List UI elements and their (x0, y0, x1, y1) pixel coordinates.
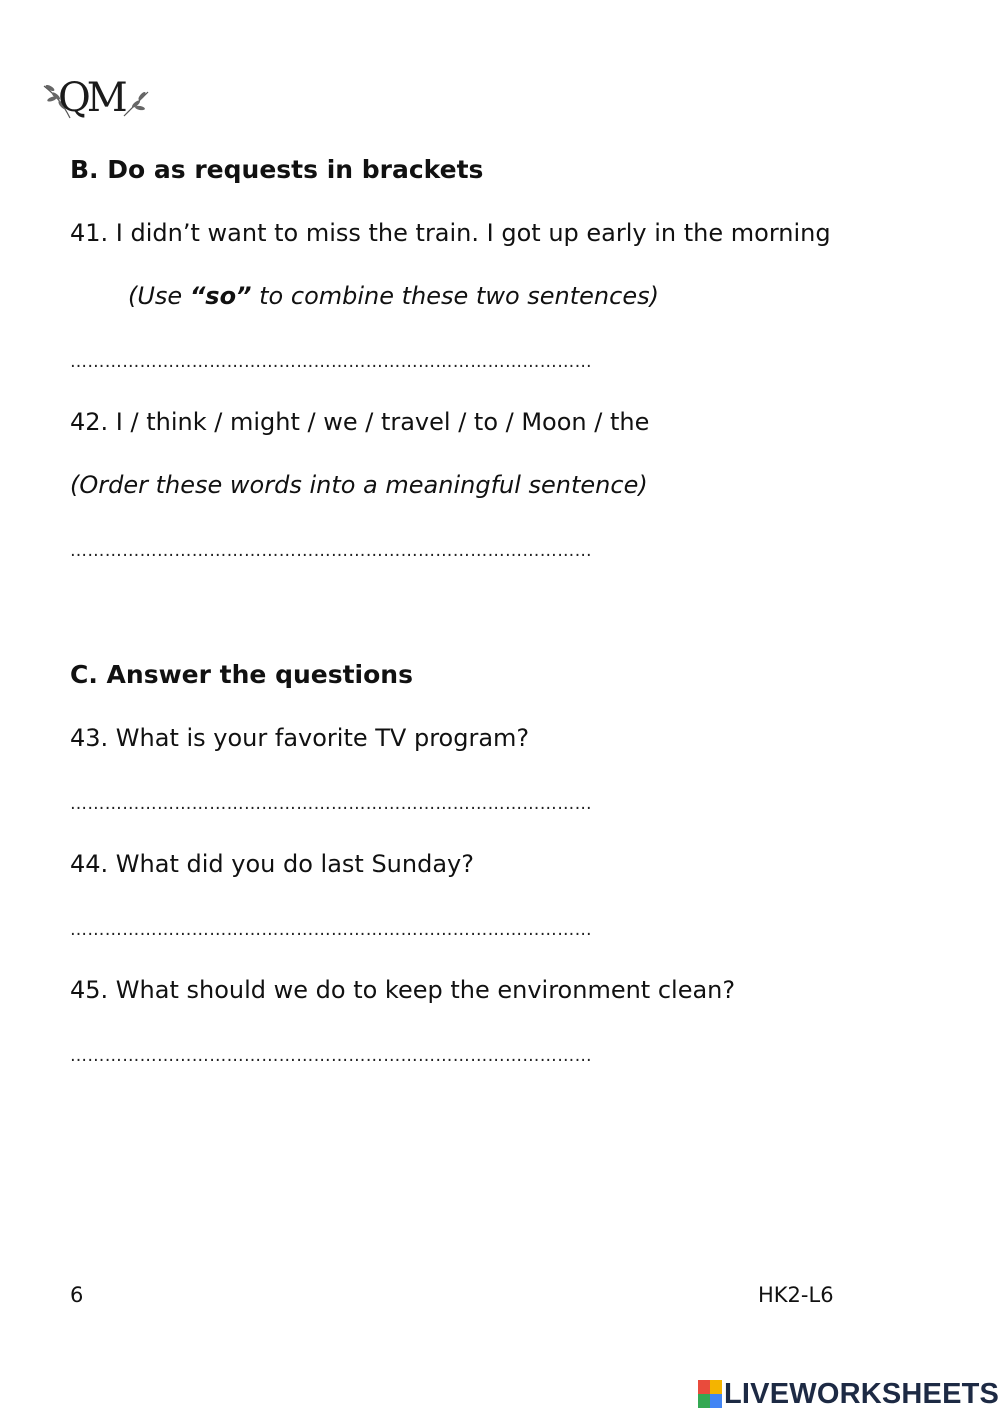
document-code: HK2-L6 (758, 1283, 834, 1307)
question-42: 42. I / think / might / we / travel / to / Moon / the (70, 408, 650, 436)
liveworksheets-watermark (698, 1379, 999, 1409)
instruction-text: to combine these two sentences) (251, 282, 659, 310)
question-41-instruction (128, 281, 659, 311)
instruction-text: (Use (128, 282, 190, 310)
answer-line-43[interactable]: ……………………………………………………………………………… (70, 794, 592, 814)
question-41: 41. I didn’t want to miss the train. I got up early in the morning (70, 219, 831, 247)
page-number: 6 (70, 1283, 84, 1307)
qm-logo (40, 72, 152, 132)
section-c-heading: C. Answer the questions (70, 660, 413, 689)
section-b-heading: B. Do as requests in brackets (70, 155, 484, 184)
logo-square (710, 1380, 722, 1394)
liveworksheets-logo-icon (698, 1380, 722, 1408)
logo-square (710, 1394, 722, 1408)
logo-square (698, 1380, 710, 1394)
question-44: 44. What did you do last Sunday? (70, 850, 474, 878)
liveworksheets-text: LIVEWORKSHEETS (724, 1378, 1000, 1410)
answer-line-41[interactable]: ……………………………………………………………………………… (70, 352, 592, 372)
question-42-instruction: (Order these words into a meaningful sentence) (70, 471, 648, 499)
logo-square (698, 1394, 710, 1408)
instruction-keyword: “so” (189, 282, 252, 310)
answer-line-45[interactable]: ……………………………………………………………………………… (70, 1046, 592, 1066)
question-45: 45. What should we do to keep the environment clean? (70, 976, 736, 1004)
question-43: 43. What is your favorite TV program? (70, 724, 530, 752)
answer-line-44[interactable]: ……………………………………………………………………………… (70, 920, 592, 940)
answer-line-42[interactable]: ……………………………………………………………………………… (70, 541, 592, 561)
logo-text: QM (58, 75, 124, 121)
